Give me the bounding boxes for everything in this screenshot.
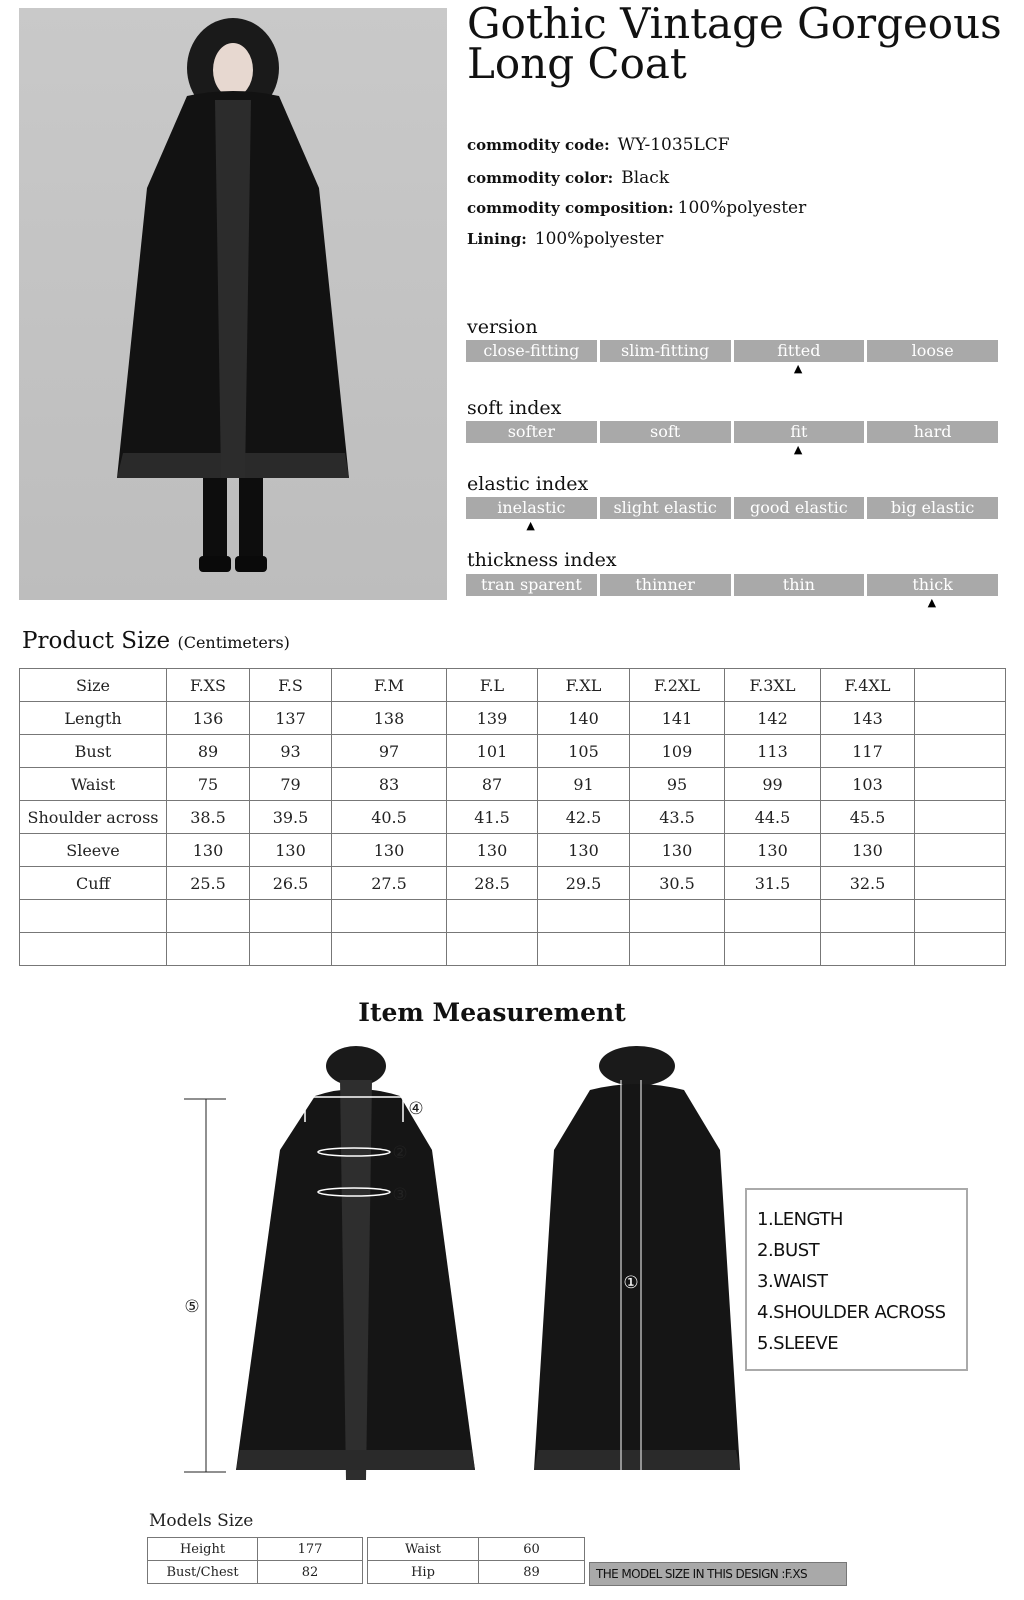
table-cell: 31.5 [725, 867, 821, 900]
item-measurement-title: Item Measurement [358, 998, 626, 1027]
table-cell: Sleeve [20, 834, 167, 867]
table-cell: 130 [447, 834, 538, 867]
product-title: Gothic Vintage Gorgeous Long Coat [467, 0, 1002, 88]
table-cell: 79 [250, 768, 332, 801]
spec-commodity-composition: commodity composition: 100%polyester [467, 198, 807, 218]
table-cell: Cuff [20, 867, 167, 900]
table-cell: Size [20, 669, 167, 702]
table-cell [915, 702, 1006, 735]
spec-commodity-color: commodity color: Black [467, 168, 670, 188]
table-cell: F.S [250, 669, 332, 702]
table-cell [915, 867, 1006, 900]
table-cell: F.3XL [725, 669, 821, 702]
table-cell: 30.5 [630, 867, 725, 900]
table-cell: 130 [167, 834, 250, 867]
table-cell: F.4XL [821, 669, 915, 702]
table-cell: 95 [630, 768, 725, 801]
legend-item: 5.SLEEVE [757, 1333, 839, 1354]
table-cell: 43.5 [630, 801, 725, 834]
table-cell: 40.5 [332, 801, 447, 834]
table-cell: 27.5 [332, 867, 447, 900]
table-row [20, 735, 1006, 768]
table-cell [630, 933, 725, 966]
table-cell: 101 [447, 735, 538, 768]
table-cell: 87 [447, 768, 538, 801]
index-option: big elastic [867, 497, 998, 519]
table-cell [915, 768, 1006, 801]
table-cell [915, 735, 1006, 768]
index-title: thickness index [467, 549, 617, 571]
index-title: elastic index [467, 473, 589, 495]
table-cell: 25.5 [167, 867, 250, 900]
models-size-title: Models Size [149, 1511, 254, 1531]
index-option: softer [466, 421, 597, 443]
table-cell: 83 [332, 768, 447, 801]
callout-5: ⑤ [184, 1297, 200, 1317]
table-cell [20, 900, 167, 933]
table-cell [447, 933, 538, 966]
table-cell: 75 [167, 768, 250, 801]
table-cell [250, 900, 332, 933]
callout-1: ① [623, 1273, 639, 1293]
table-cell [725, 900, 821, 933]
table-cell [167, 933, 250, 966]
table-cell [821, 933, 915, 966]
table-cell: 130 [250, 834, 332, 867]
index-option: thinner [600, 574, 731, 596]
table-row [20, 834, 1006, 867]
table-cell: 89 [167, 735, 250, 768]
table-cell: 130 [538, 834, 630, 867]
legend-item: 2.BUST [757, 1240, 820, 1261]
index-option: hard [867, 421, 998, 443]
table-cell: 142 [725, 702, 821, 735]
table-cell: Bust [20, 735, 167, 768]
model-size-note: THE MODEL SIZE IN THIS DESIGN :F.XS [589, 1562, 847, 1586]
table-cell: 141 [630, 702, 725, 735]
table-cell [630, 900, 725, 933]
table-row [20, 933, 1006, 966]
table-cell: F.M [332, 669, 447, 702]
table-cell [447, 900, 538, 933]
table-cell: 105 [538, 735, 630, 768]
table-row [20, 768, 1006, 801]
models-size-table-left: Height 177 Bust/Chest 82 [147, 1537, 363, 1584]
table-cell [915, 900, 1006, 933]
coat-back-illustration [534, 1046, 740, 1470]
selected-marker-icon: ▲ [793, 443, 803, 456]
selected-marker-icon: ▲ [526, 519, 535, 532]
product-photo [19, 8, 447, 600]
index-option: fit [734, 421, 865, 443]
table-header-row [20, 669, 1006, 702]
index-bar [466, 497, 998, 519]
table-cell: 29.5 [538, 867, 630, 900]
legend-item: 4.SHOULDER ACROSS [757, 1302, 946, 1323]
table-cell: 41.5 [447, 801, 538, 834]
table-cell [915, 834, 1006, 867]
table-cell: 91 [538, 768, 630, 801]
table-cell: Waist [20, 768, 167, 801]
table-row [20, 867, 1006, 900]
table-cell [915, 801, 1006, 834]
table-cell: 136 [167, 702, 250, 735]
table-cell: F.XL [538, 669, 630, 702]
table-cell: 45.5 [821, 801, 915, 834]
table-cell: 99 [725, 768, 821, 801]
table-cell [167, 900, 250, 933]
index-bar [466, 574, 998, 596]
table-cell: 103 [821, 768, 915, 801]
table-cell [915, 933, 1006, 966]
callout-3: ③ [392, 1185, 408, 1205]
table-cell [538, 900, 630, 933]
callout-4: ④ [408, 1099, 424, 1119]
index-option: thin [734, 574, 865, 596]
measurement-legend [745, 1188, 968, 1371]
table-cell: 32.5 [821, 867, 915, 900]
index-option: fitted [734, 340, 865, 362]
table-cell [332, 933, 447, 966]
table-row [20, 801, 1006, 834]
index-option: soft [600, 421, 731, 443]
legend-item: 1.LENGTH [757, 1209, 843, 1230]
table-cell [20, 933, 167, 966]
table-cell: 109 [630, 735, 725, 768]
index-title: version [467, 316, 538, 338]
spec-lining: Lining: 100%polyester [467, 229, 664, 249]
model-in-coat-illustration [19, 8, 447, 600]
table-cell [915, 669, 1006, 702]
index-title: soft index [467, 397, 562, 419]
table-cell: 28.5 [447, 867, 538, 900]
index-bar [466, 421, 998, 443]
table-cell: 39.5 [250, 801, 332, 834]
index-bar [466, 340, 998, 362]
index-option: loose [867, 340, 998, 362]
table-cell: 140 [538, 702, 630, 735]
table-cell: F.2XL [630, 669, 725, 702]
table-cell [538, 933, 630, 966]
index-option: slight elastic [600, 497, 731, 519]
index-option: good elastic [734, 497, 865, 519]
table-cell: 143 [821, 702, 915, 735]
index-option: tran sparent [466, 574, 597, 596]
table-cell: 42.5 [538, 801, 630, 834]
table-cell: 130 [725, 834, 821, 867]
table-cell: 26.5 [250, 867, 332, 900]
table-cell: 38.5 [167, 801, 250, 834]
index-option: close-fitting [466, 340, 597, 362]
table-cell: Shoulder across [20, 801, 167, 834]
table-cell: 138 [332, 702, 447, 735]
table-row [20, 702, 1006, 735]
product-size-table [19, 668, 1006, 966]
models-size-table-right: Waist 60 Hip 89 [367, 1537, 585, 1584]
table-cell: 113 [725, 735, 821, 768]
callout-2: ② [392, 1143, 408, 1163]
table-cell: F.L [447, 669, 538, 702]
table-cell [250, 933, 332, 966]
table-cell: 130 [821, 834, 915, 867]
table-cell: 44.5 [725, 801, 821, 834]
table-cell: 130 [332, 834, 447, 867]
spec-commodity-code: commodity code: WY-1035LCF [467, 135, 730, 155]
index-option: thick [867, 574, 998, 596]
index-option: slim-fitting [600, 340, 731, 362]
table-cell: 130 [630, 834, 725, 867]
table-row [20, 900, 1006, 933]
index-option: inelastic [466, 497, 597, 519]
table-cell: Length [20, 702, 167, 735]
table-cell [332, 900, 447, 933]
product-size-title: Product Size (Centimeters) [22, 628, 290, 654]
table-cell: 117 [821, 735, 915, 768]
table-cell: 137 [250, 702, 332, 735]
table-cell: F.XS [167, 669, 250, 702]
selected-marker-icon: ▲ [927, 596, 937, 609]
coat-front-illustration [236, 1046, 475, 1480]
table-cell [725, 933, 821, 966]
table-cell: 93 [250, 735, 332, 768]
table-cell: 139 [447, 702, 538, 735]
legend-item: 3.WAIST [757, 1271, 828, 1292]
table-cell: 97 [332, 735, 447, 768]
table-cell [821, 900, 915, 933]
selected-marker-icon: ▲ [793, 362, 803, 375]
